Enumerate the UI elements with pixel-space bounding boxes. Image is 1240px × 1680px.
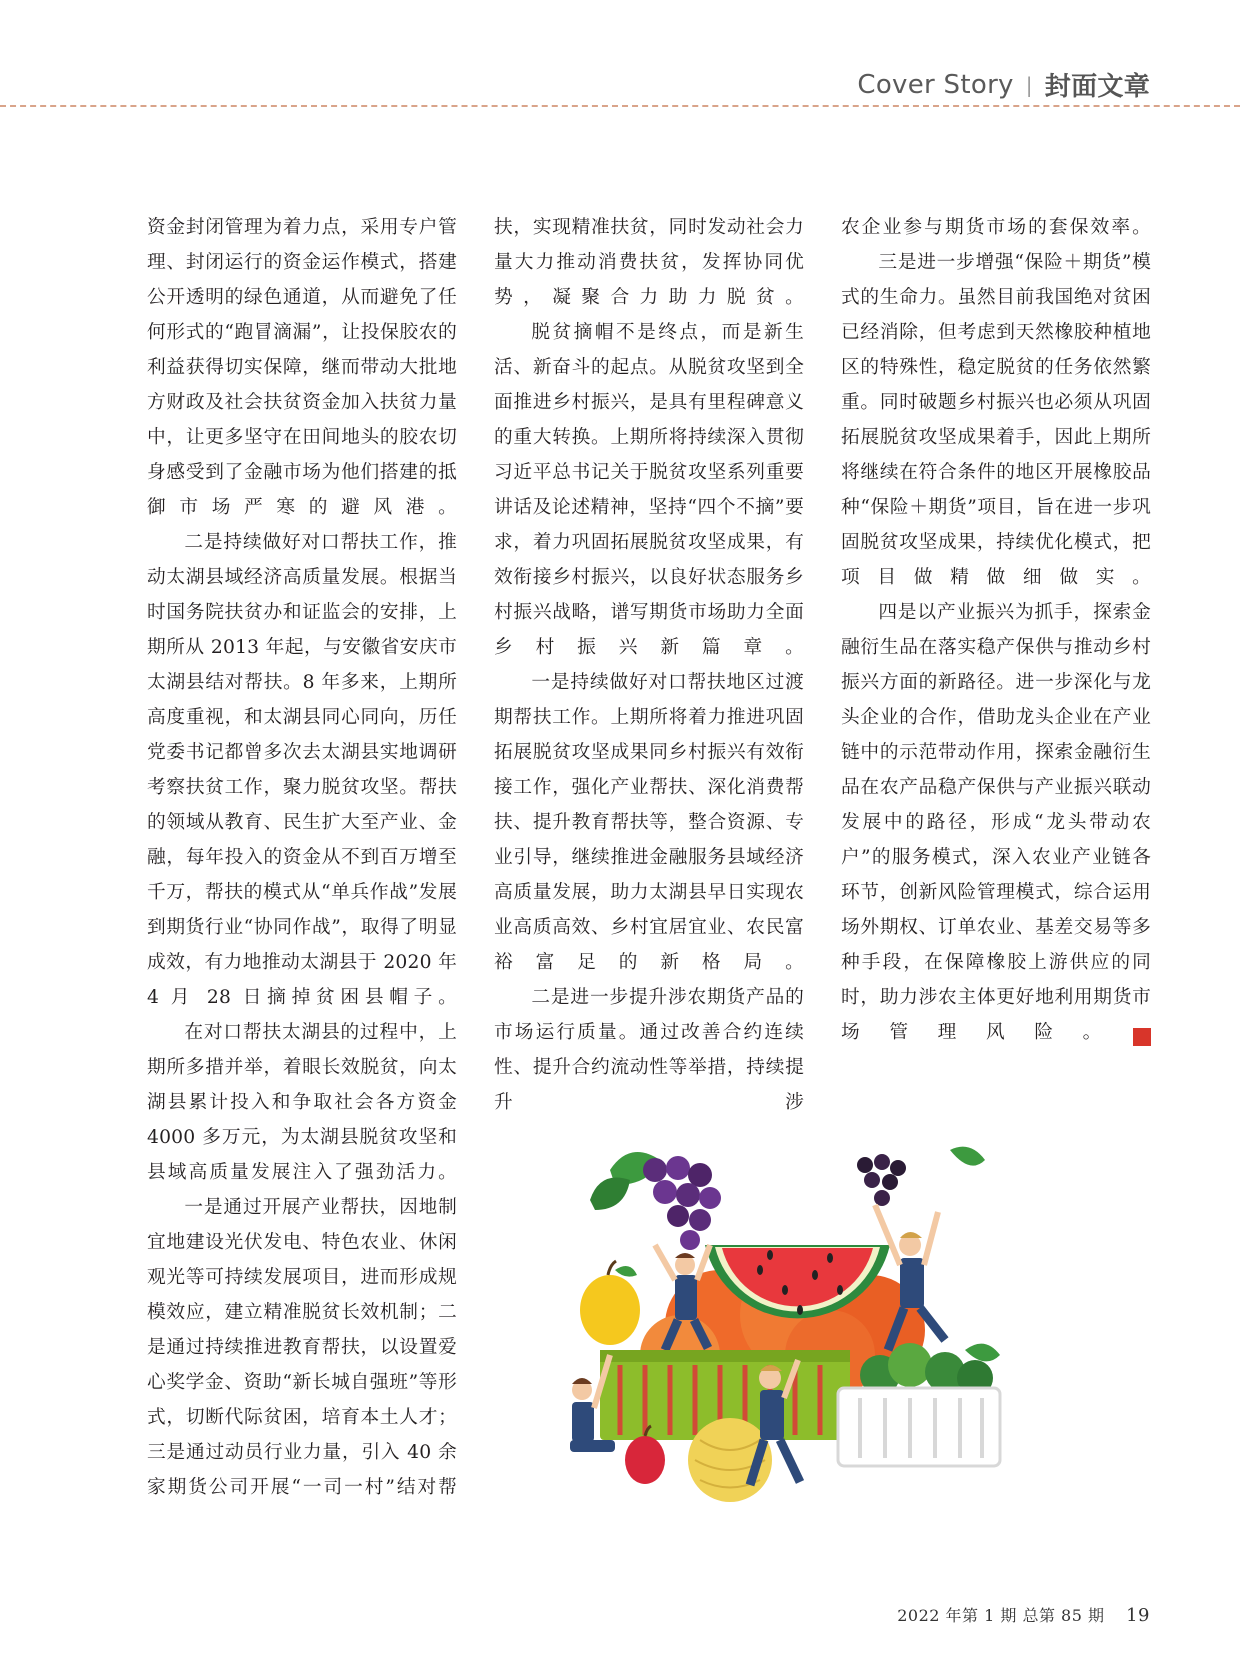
section-title-en: Cover Story: [857, 69, 1014, 100]
paragraph: 一是持续做好对口帮扶地区过渡期帮扶工作。上期所将着力推进巩固拓展脱贫攻坚成果同乡村振兴有效衔接工作，强化产业帮扶、深化消费帮扶、提升教育帮扶等，整合资源、专业引导，继续推进金融服务县域经济高质量发展，助力太湖县早日实现农业高质高效、乡村宜居宜业、农民富裕富足的新格局。: [494, 672, 804, 973]
paragraph: 三是进一步增强“保险＋期货”模式的生命力。虽然目前我国绝对贫困已经消除，但考虑到天然橡胶种植地区的特殊性，稳定脱贫的任务依然繁重。同时破题乡村振兴也必须从巩固拓展脱贫攻坚成果着手，因此上期所将继续在符合条件的地区开展橡胶品种“保险＋期货”项目，旨在进一步巩固脱贫攻坚成果，持续优化模式，把项目做精做细做实。: [841, 252, 1151, 588]
section-title-cn: 封面文章: [1044, 72, 1150, 102]
paragraph: 一是通过开展产业帮扶，因地制宜地建设光伏发电、特色农业、休闲观光等可持续发展项目，进而形成规模效应，建立精准脱贫长效机制；二是通过持续推进教育帮扶，以设置爱心奖学金、资助“新长城自强班”等形式，切断代际贫困，培育本土人才；三是通过动员行业力量，引入 40 余家期货公司开展“一司一村”结对帮: [147, 1197, 457, 1498]
paragraph: 扶，实现精准扶贫，同时发动社会力量大力推动消费扶贫，发挥协同优势，凝聚合力助力脱贫。: [494, 217, 804, 308]
article-end-mark-icon: CM: [1133, 1028, 1151, 1046]
paragraph: 二是进一步提升涉农期货产品的市场运行质量。通过改善合约连续性、提升合约流动性等举措，持续提升涉: [494, 987, 804, 1113]
article-column-2: [494, 210, 804, 1120]
issue-info: 2022 年第 1 期 总第 85 期: [897, 1606, 1105, 1625]
paragraph: [841, 595, 1188, 1050]
paragraph: 二是持续做好对口帮扶工作，推动太湖县域经济高质量发展。根据当时国务院扶贫办和证监会的安排，上期所从 2013 年起，与安徽省安庆市太湖县结对帮扶。8 年多来，上期所高度重视，和太湖县同心同向，历任党委书记都曾多次去太湖县实地调研考察扶贫工作，聚力脱贫攻坚。帮扶的领域从教育、民生扩大至产业、金融，每年投入的资金从不到百万增至千万，帮扶的模式从“单兵作战”发展到期货行业“协同作战”，取得了明显成效，有力地推动太湖县于 2020 年 4 月 28 日摘掉贫困县帽子。: [147, 532, 457, 1008]
paragraph: 农企业参与期货市场的套保效率。: [841, 217, 1151, 238]
paragraph-text: 四是以产业振兴为抓手，探索金融衍生品在落实稳产保供与推动乡村振兴方面的新路径。进一步深化与龙头企业的合作，借助龙头企业在产业链中的示范带动作用，探索金融衍生品在农产品稳产保供与产业振兴联动发展中的路径，形成“龙头带动农户”的服务模式，深入农业产业链各环节，创新风险管理模式，综合运用场外期权、订单农业、基差交易等多种手段，在保障橡胶上游供应的同时，助力涉农主体更好地利用期货市场管理风险。: [841, 602, 1151, 1043]
farmers-harvest-fruit-illustration: [570, 1140, 1070, 1510]
section-header: [857, 66, 1150, 103]
yellow-apple-icon: [580, 1261, 640, 1345]
paragraph: 脱贫摘帽不是终点，而是新生活、新奋斗的起点。从脱贫攻坚到全面推进乡村振兴，是具有里程碑意义的重大转换。上期所将持续深入贯彻习近平总书记关于脱贫攻坚系列重要讲话及论述精神，坚持“四个不摘”要求，着力巩固拓展脱贫攻坚成果，有效衔接乡村振兴，以良好状态服务乡村振兴战略，谱写期货市场助力全面乡村振兴新篇章。: [494, 322, 804, 658]
page-footer: [897, 1603, 1150, 1626]
paragraph: 资金封闭管理为着力点，采用专户管理、封闭运行的资金运作模式，搭建公开透明的绿色通道，从而避免了任何形式的“跑冒滴漏”，让投保胶农的利益获得切实保障，继而带动大批地方财政及社会扶贫资金加入扶贫力量中，让更多坚守在田间地头的胶农切身感受到了金融市场为他们搭建的抵御市场严寒的避风港。: [147, 217, 457, 518]
page-number: 19: [1126, 1605, 1150, 1626]
header-separator: |: [1025, 72, 1033, 97]
dark-grapes-icon: [857, 1147, 985, 1206]
article-column-1: [147, 210, 457, 1505]
header-divider: [0, 105, 1240, 107]
paragraph: 在对口帮扶太湖县的过程中，上期所多措并举，着眼长效脱贫，向太湖县累计投入和争取社会各方资金 4000 多万元，为太湖县脱贫攻坚和县域高质量发展注入了强劲活力。: [147, 1022, 457, 1183]
article-column-3: [841, 210, 1188, 1050]
grapes-icon: [590, 1152, 721, 1250]
